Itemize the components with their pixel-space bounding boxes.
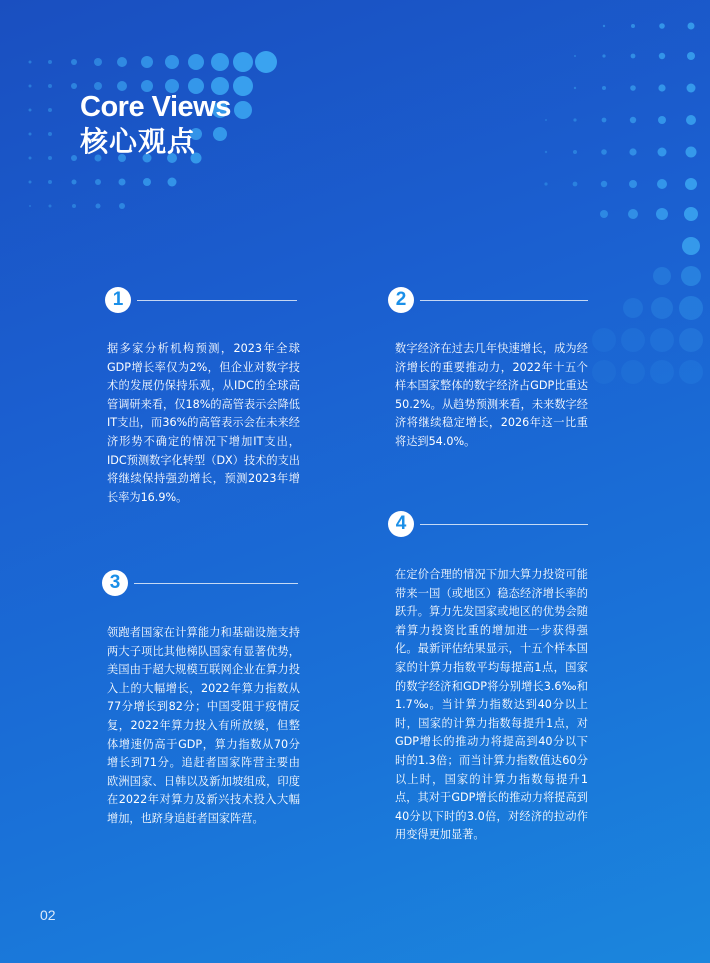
- section-divider-line: [134, 583, 298, 584]
- section-paragraph: 在定价合理的情况下加大算力投资可能带来一国（或地区）稳态经济增长率的跃升。算力先发国家或地区的优势会随着算力投资比重的增加进一步获得强化。最新评估结果显示，十五个样本国家的计算力指数平均每提高1点，国家的数字经济和GDP将分别增长3.6‰和1.7‰。当计算力指数达到40分以上时，国家的计算力指数每提升1点，对GDP增长的推动力将提高到40分以下时的1.3倍；而当计算力指数值达60分以上时，国家的计算力指数每提升1点，其对于GDP增长的推动力将提高到40分以下时的3.0倍，对经济的拉动作用变得更加显著。: [395, 568, 588, 842]
- section-divider-line: [137, 300, 297, 301]
- section-number-badge: 2: [388, 287, 414, 313]
- section-number-badge: 4: [388, 511, 414, 537]
- section-number-badge: 3: [102, 570, 128, 596]
- page-title-chinese: 核心观点: [80, 125, 197, 158]
- page-title-english: Core Views: [80, 91, 231, 123]
- section-paragraph: 数字经济在过去几年快速增长，成为经济增长的重要推动力，2022年十五个样本国家整体的数字经济占GDP比重达50.2%。从趋势预测来看，未来数字经济将继续稳定增长，2026年这一比重将达到54.0%。: [395, 342, 588, 448]
- section-paragraph: 据多家分析机构预测，2023年全球GDP增长率仅为2%，但企业对数字技术的发展仍保持乐观，从IDC的全球高管调研来看，仅18%的高管表示会降低IT支出，而36%的高管表示会在未来经济形势不确定的情况下增加IT支出，IDC预测数字化转型（DX）技术的支出将继续保持强劲增长，预测2023年增长率为16.9%。: [107, 342, 300, 504]
- section-divider-line: [420, 300, 588, 301]
- section-number-badge: 1: [105, 287, 131, 313]
- page-number: 02: [40, 907, 56, 923]
- section-divider-line: [420, 524, 588, 525]
- section-paragraph: 领跑者国家在计算能力和基础设施支持两大子项比其他梯队国家有显著优势，美国由于超大规模互联网企业在算力投入上的大幅增长，2022年算力指数从77分增长到82分；中国受阻于疫情反复，2022年算力投入有所放缓，但整体增速仍高于GDP，算力指数从70分增长到71分。追赶者国家阵营主要由欧洲国家、日韩以及新加坡组成，印度在2022年对算力及新兴技术投入大幅增加，也跻身追赶者国家阵营。: [107, 626, 300, 825]
